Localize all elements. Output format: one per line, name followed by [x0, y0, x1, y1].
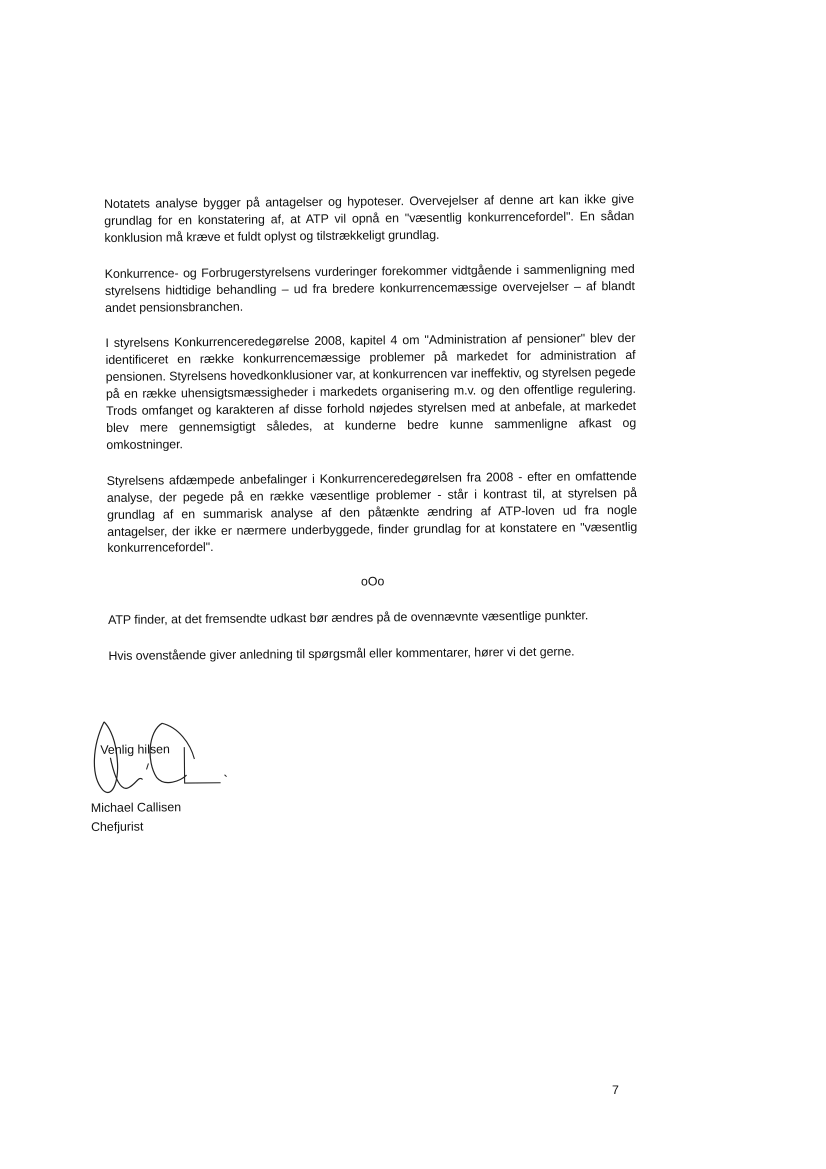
paragraph-analysis: Notatets analyse bygger på antagelser og hypoteser. Overvejelser af denne art kan ikke give grundlag for en konstatering af, at ATP vil opnå en "væsentlig konkurrencefordel". En sådan konklusion må kræve et fuldt oplyst og tilstrækkeligt grundlag. — [104, 191, 635, 245]
handwritten-signature — [90, 717, 231, 808]
closing-greeting: Venlig hilsen — [100, 742, 170, 757]
section-separator: oOo — [360, 574, 385, 589]
signature-block — [90, 716, 271, 834]
paragraph-recommendations: Styrelsens afdæmpede anbefalinger i Konkurrenceredegørelsen fra 2008 - efter en omfattende analyse, der pegede på en række væsentlige problemer - står i kontrast til, at styrelsen på grundlag af en summarisk analyse af den påtænkte ændring af ATP-loven ud fra nogle antagelser, der ikke er nærmere underbyggede, finder grundlag for at konstatere en "væsentlig konkurrencefordel". — [106, 468, 638, 556]
signer-title: Chefjurist — [90, 819, 144, 834]
letter-body — [104, 191, 639, 684]
page-number: 7 — [612, 1083, 619, 1097]
paragraph-contact: Hvis ovenstående giver anledning til spørgsmål eller kommentarer, hører vi det gerne. — [108, 644, 575, 664]
paragraph-assessment: Konkurrence- og Forbrugerstyrelsens vurderinger forekommer vidtgående i sammenligning med styrelsens hidtidige behandling – ud fra bredere konkurrencemæssige overvejelser – af blandt andet pensionsbranchen. — [104, 261, 635, 315]
paragraph-conclusion: ATP finder, at det fremsendte udkast bør ændres på de ovennævnte væsentlige punkter. — [108, 608, 589, 628]
paragraph-competition-report: I styrelsens Konkurrenceredegørelse 2008, kapitel 4 om "Administration af pensioner" blev der identificeret en række konkurrencemæssige problemer på markedet for administration af pensionen. Styrelsens hovedkonklusioner var, at konkurrencen var ineffektiv, og styrelsen pegede på en række uhensigtsmæssigheder i markedets organisering m.v. og den offentlige regulering. Trods omfanget og karakteren af disse forhold nøjedes styrelsen med at anbefale, at markedet blev mere gennemsigtigt således, at kunderne bedre kunne sammenligne afkast og omkostninger. — [105, 331, 637, 452]
signer-name: Michael Callisen — [90, 800, 182, 815]
